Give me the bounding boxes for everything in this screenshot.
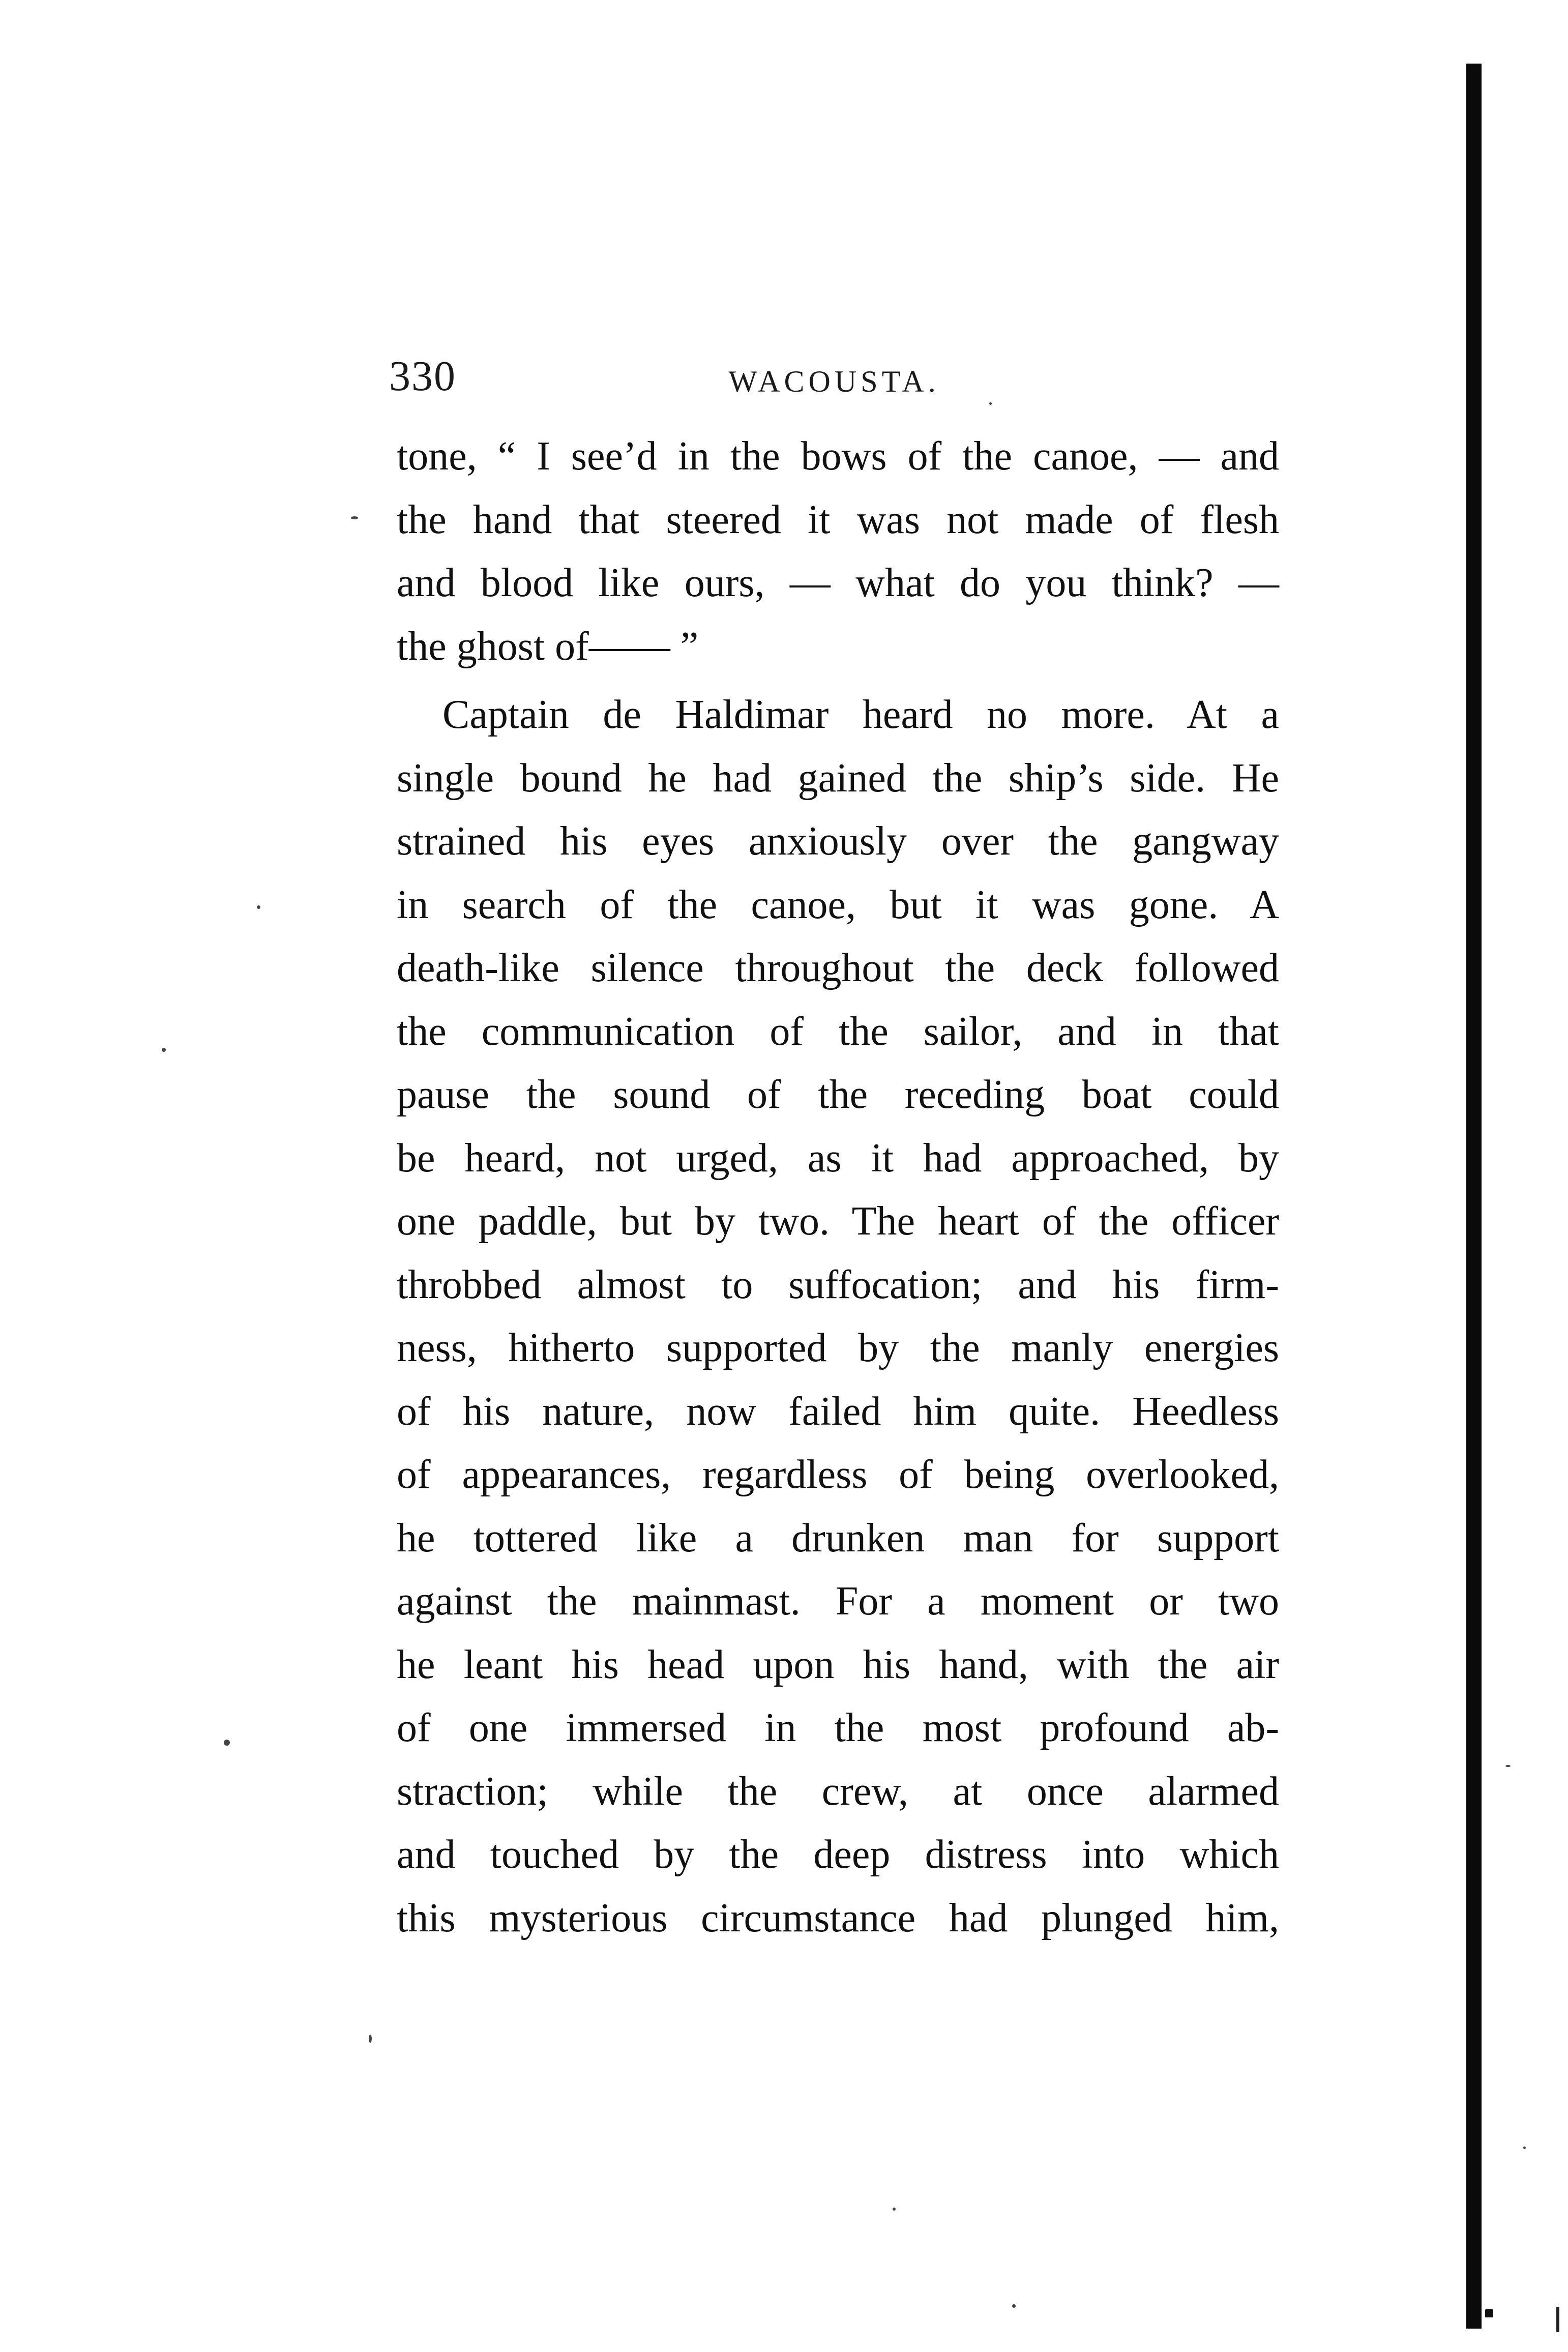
text-line: pause the sound of the receding boat could bbox=[397, 1072, 1279, 1117]
text-line: of appearances, regardless of being overlooked, bbox=[397, 1452, 1279, 1497]
book-title: WACOUSTA. bbox=[728, 365, 940, 398]
text-line: one paddle, but by two. The heart of the officer bbox=[397, 1199, 1279, 1244]
scan-speck bbox=[224, 1740, 230, 1746]
text-line: straction; while the crew, at once alarmed bbox=[397, 1769, 1279, 1814]
text-line: this mysterious circumstance had plunged him, bbox=[397, 1895, 1279, 1941]
text-line: ness, hitherto supported by the manly energies bbox=[397, 1326, 1279, 1370]
text-line: the hand that steered it was not made of flesh bbox=[397, 497, 1279, 542]
scan-speck bbox=[1523, 2147, 1526, 2149]
scan-speck bbox=[1012, 2304, 1016, 2308]
text-line: he tottered like a drunken man for support bbox=[397, 1515, 1279, 1561]
text-line: in search of the canoe, but it was gone. A bbox=[397, 882, 1279, 927]
scan-speck bbox=[893, 2208, 896, 2211]
text-line: single bound he had gained the ship’s side. He bbox=[397, 755, 1279, 801]
page-number: 330 bbox=[389, 352, 456, 400]
text-line: against the mainmast. For a moment or two bbox=[397, 1579, 1279, 1624]
text-line: of his nature, now failed him quite. Heedless bbox=[397, 1389, 1279, 1434]
text-line: and touched by the deep distress into which bbox=[397, 1832, 1279, 1877]
running-head bbox=[389, 346, 1279, 407]
text-line: tone, “ I see’d in the bows of the canoe, — and bbox=[397, 434, 1279, 479]
scan-speck bbox=[162, 1048, 166, 1052]
text-line: be heard, not urged, as it had approached, by bbox=[397, 1135, 1279, 1181]
scan-speck bbox=[257, 905, 260, 909]
text-line: strained his eyes anxiously over the gangway bbox=[397, 819, 1279, 864]
scan-edge-rule bbox=[1466, 64, 1482, 2329]
text-line: death-like silence throughout the deck followed bbox=[397, 946, 1279, 990]
scan-speck bbox=[351, 516, 358, 519]
scan-speck bbox=[989, 402, 992, 405]
scan-speck bbox=[1485, 2309, 1493, 2317]
text-line: of one immersed in the most profound ab- bbox=[397, 1706, 1279, 1750]
text-line: and blood like ours, — what do you think? — bbox=[397, 561, 1279, 605]
paragraph-first-line: Captain de Haldimar heard no more. At a bbox=[442, 692, 1279, 737]
scan-speck bbox=[1505, 1765, 1511, 1767]
text-line: the ghost of—— ” bbox=[397, 624, 699, 669]
text-line: he leant his head upon his hand, with the air bbox=[397, 1642, 1279, 1687]
scan-speck bbox=[369, 2035, 372, 2043]
scan-speck bbox=[1556, 2307, 1559, 2332]
text-line: the communication of the sailor, and in that bbox=[397, 1009, 1279, 1054]
body-text bbox=[397, 425, 1279, 1950]
text-line: throbbed almost to suffocation; and his firm- bbox=[397, 1262, 1279, 1307]
